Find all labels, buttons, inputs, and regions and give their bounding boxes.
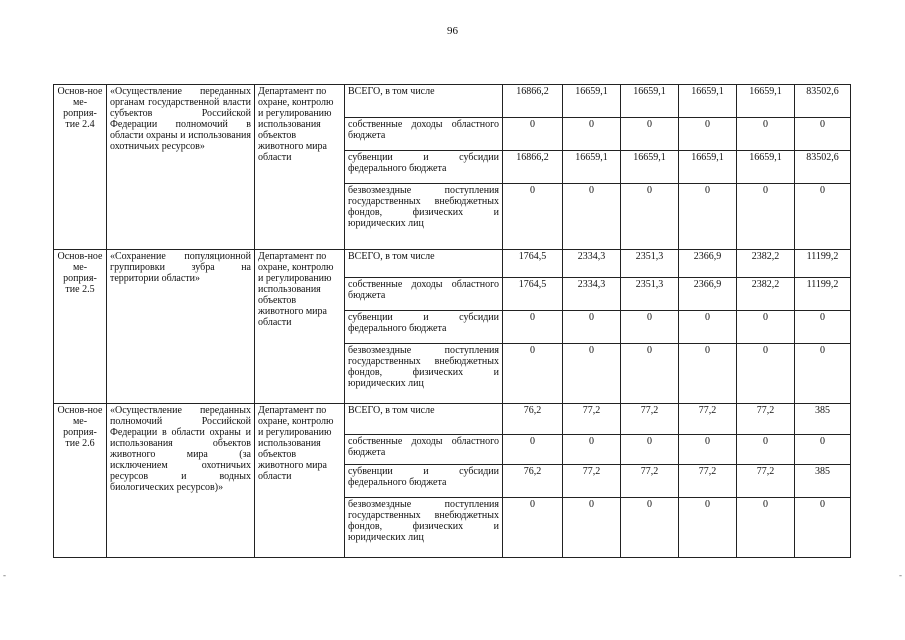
- measure-title: «Осуществление переданных органам государственной власти субъектов Российской Федерации полномочий в области охраны и использования охотничьих ресурсов»: [107, 85, 255, 250]
- year-value-cell: 77,2: [679, 465, 737, 498]
- year-value-cell: 16659,1: [621, 85, 679, 118]
- total-value-cell: 0: [795, 435, 851, 465]
- funding-source: субвенции и субсидии федерального бюджета: [345, 151, 503, 184]
- left-margin-mark: -: [3, 570, 6, 580]
- year-value-cell: 0: [621, 435, 679, 465]
- table-row: [54, 85, 851, 118]
- total-value-cell: 83502,6: [795, 85, 851, 118]
- measure-title: «Сохранение популяционной группировки зубра на территории области»: [107, 250, 255, 404]
- year-value-cell: 0: [503, 118, 563, 151]
- margin-marks: [0, 570, 905, 590]
- year-value-cell: 0: [737, 118, 795, 151]
- year-value-cell: 0: [621, 311, 679, 344]
- page-number: 96: [447, 25, 458, 37]
- right-margin-mark: -: [899, 570, 902, 580]
- year-value-cell: 16659,1: [679, 85, 737, 118]
- measure-code: Основ-ное ме-роприя-тие 2.5: [54, 250, 107, 404]
- responsible-department: Департамент по охране, контролю и регулированию использования объектов животного мира области: [255, 85, 345, 250]
- funding-source: ВСЕГО, в том числе: [345, 250, 503, 278]
- year-value-cell: 0: [503, 344, 563, 404]
- year-value-cell: 2382,2: [737, 250, 795, 278]
- year-value-cell: 77,2: [679, 404, 737, 435]
- year-value-cell: 0: [679, 184, 737, 250]
- year-value-cell: 76,2: [503, 465, 563, 498]
- total-value-cell: 0: [795, 118, 851, 151]
- year-value-cell: 16659,1: [563, 85, 621, 118]
- year-value-cell: 0: [621, 498, 679, 558]
- total-value-cell: 11199,2: [795, 250, 851, 278]
- year-value-cell: 77,2: [563, 404, 621, 435]
- year-value-cell: 77,2: [737, 404, 795, 435]
- total-value-cell: 83502,6: [795, 151, 851, 184]
- year-value-cell: 0: [563, 118, 621, 151]
- responsible-department: Департамент по охране, контролю и регулированию использования объектов животного мира области: [255, 404, 345, 558]
- year-value-cell: 16866,2: [503, 151, 563, 184]
- year-value-cell: 77,2: [737, 465, 795, 498]
- year-value-cell: 0: [621, 344, 679, 404]
- year-value-cell: 0: [737, 435, 795, 465]
- year-value-cell: 1764,5: [503, 278, 563, 311]
- year-value-cell: 77,2: [621, 404, 679, 435]
- year-value-cell: 0: [503, 435, 563, 465]
- year-value-cell: 0: [679, 498, 737, 558]
- year-value-cell: 0: [503, 498, 563, 558]
- table-row: [54, 250, 851, 278]
- year-value-cell: 2382,2: [737, 278, 795, 311]
- year-value-cell: 0: [621, 184, 679, 250]
- year-value-cell: 76,2: [503, 404, 563, 435]
- measure-title: «Осуществление переданных полномочий Российской Федерации в области охраны и использования объектов животного мира (за исключением охотничьих ресурсов и водных биологических ресурсов)»: [107, 404, 255, 558]
- year-value-cell: 16659,1: [737, 151, 795, 184]
- measure-code: Основ-ное ме-роприя-тие 2.6: [54, 404, 107, 558]
- year-value-cell: 2366,9: [679, 250, 737, 278]
- year-value-cell: 2334,3: [563, 278, 621, 311]
- total-value-cell: 0: [795, 184, 851, 250]
- total-value-cell: 11199,2: [795, 278, 851, 311]
- funding-source: субвенции и субсидии федерального бюджета: [345, 465, 503, 498]
- funding-source: ВСЕГО, в том числе: [345, 404, 503, 435]
- year-value-cell: 0: [679, 435, 737, 465]
- measure-code: Основ-ное ме-роприя-тие 2.4: [54, 85, 107, 250]
- funding-source: безвозмездные поступления государственных внебюджетных фондов, физических и юридических лиц: [345, 184, 503, 250]
- year-value-cell: 16659,1: [621, 151, 679, 184]
- funding-source: собственные доходы областного бюджета: [345, 278, 503, 311]
- year-value-cell: 0: [621, 118, 679, 151]
- year-value-cell: 0: [679, 118, 737, 151]
- table-row: [54, 404, 851, 435]
- budget-table: [53, 84, 851, 558]
- funding-source: безвозмездные поступления государственных внебюджетных фондов, физических и юридических лиц: [345, 498, 503, 558]
- total-value-cell: 0: [795, 498, 851, 558]
- year-value-cell: 0: [679, 311, 737, 344]
- year-value-cell: 0: [563, 435, 621, 465]
- year-value-cell: 16659,1: [563, 151, 621, 184]
- year-value-cell: 16659,1: [679, 151, 737, 184]
- year-value-cell: 0: [737, 184, 795, 250]
- year-value-cell: 2334,3: [563, 250, 621, 278]
- year-value-cell: 16866,2: [503, 85, 563, 118]
- year-value-cell: 0: [503, 184, 563, 250]
- total-value-cell: 385: [795, 465, 851, 498]
- funding-source: собственные доходы областного бюджета: [345, 118, 503, 151]
- year-value-cell: 2351,3: [621, 250, 679, 278]
- year-value-cell: 0: [563, 311, 621, 344]
- year-value-cell: 0: [563, 184, 621, 250]
- total-value-cell: 385: [795, 404, 851, 435]
- year-value-cell: 0: [737, 344, 795, 404]
- total-value-cell: 0: [795, 311, 851, 344]
- year-value-cell: 2351,3: [621, 278, 679, 311]
- funding-source: безвозмездные поступления государственных внебюджетных фондов, физических и юридических лиц: [345, 344, 503, 404]
- year-value-cell: 0: [563, 344, 621, 404]
- total-value-cell: 0: [795, 344, 851, 404]
- year-value-cell: 0: [737, 311, 795, 344]
- year-value-cell: 77,2: [563, 465, 621, 498]
- year-value-cell: 1764,5: [503, 250, 563, 278]
- year-value-cell: 2366,9: [679, 278, 737, 311]
- funding-source: субвенции и субсидии федерального бюджета: [345, 311, 503, 344]
- responsible-department: Департамент по охране, контролю и регулированию использования объектов животного мира области: [255, 250, 345, 404]
- year-value-cell: 0: [679, 344, 737, 404]
- funding-source: ВСЕГО, в том числе: [345, 85, 503, 118]
- year-value-cell: 77,2: [621, 465, 679, 498]
- year-value-cell: 0: [737, 498, 795, 558]
- year-value-cell: 0: [503, 311, 563, 344]
- funding-source: собственные доходы областного бюджета: [345, 435, 503, 465]
- year-value-cell: 16659,1: [737, 85, 795, 118]
- year-value-cell: 0: [563, 498, 621, 558]
